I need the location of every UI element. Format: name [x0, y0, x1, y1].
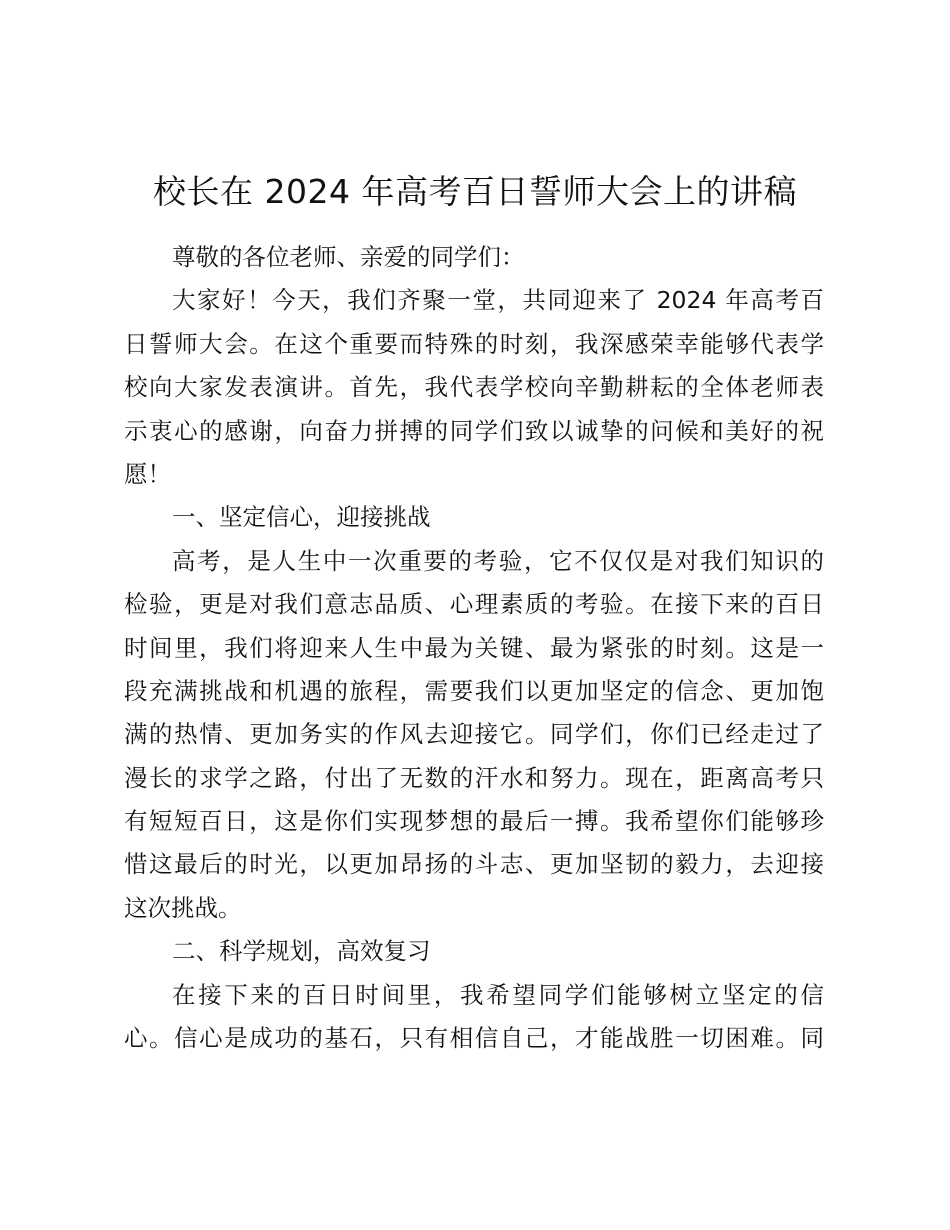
- document-body: [124, 236, 824, 1060]
- text-line: 有短短百日，这是你们实现梦想的最后一搏。我希望你们能够珍: [124, 807, 824, 836]
- text-line: 这次挑战。: [124, 893, 242, 922]
- page-title: 校长在 2024 年高考百日誓师大会上的讲稿: [153, 172, 797, 211]
- text-line: 愿！: [124, 459, 171, 488]
- text-line: 高考，是人生中一次重要的考验，它不仅仅是对我们知识的: [172, 546, 824, 575]
- text-line: 漫长的求学之路，付出了无数的汗水和努力。现在，距离高考只: [124, 763, 824, 792]
- text-line: 段充满挑战和机遇的旅程，需要我们以更加坚定的信念、更加饱: [124, 676, 824, 705]
- text-line: 日誓师大会。在这个重要而特殊的时刻，我深感荣幸能够代表学: [124, 329, 824, 358]
- text-line: 在接下来的百日时间里，我希望同学们能够树立坚定的信: [172, 980, 824, 1009]
- text-line: 校向大家发表演讲。首先，我代表学校向辛勤耕耘的全体老师表: [124, 373, 824, 402]
- text-line: 一、坚定信心，迎接挑战: [172, 503, 431, 532]
- text-line: 检验，更是对我们意志品质、心理素质的考验。在接下来的百日: [124, 590, 824, 619]
- text-line: 心。信心是成功的基石，只有相信自己，才能战胜一切困难。同: [124, 1024, 824, 1053]
- text-line: 时间里，我们将迎来人生中最为关键、最为紧张的时刻。这是一: [124, 633, 824, 662]
- text-line: 二、科学规划，高效复习: [172, 937, 431, 966]
- text-line: 大家好！今天，我们齐聚一堂，共同迎来了 2024 年高考百: [172, 286, 824, 315]
- text-line: 惜这最后的时光，以更加昂扬的斗志、更加坚韧的毅力，去迎接: [124, 850, 824, 879]
- text-line: 尊敬的各位老师、亲爱的同学们：: [172, 243, 525, 271]
- text-line: 示衷心的感谢，向奋力拼搏的同学们致以诚挚的问候和美好的祝: [124, 416, 824, 445]
- text-line: 满的热情、更加务实的作风去迎接它。同学们，你们已经走过了: [124, 720, 824, 749]
